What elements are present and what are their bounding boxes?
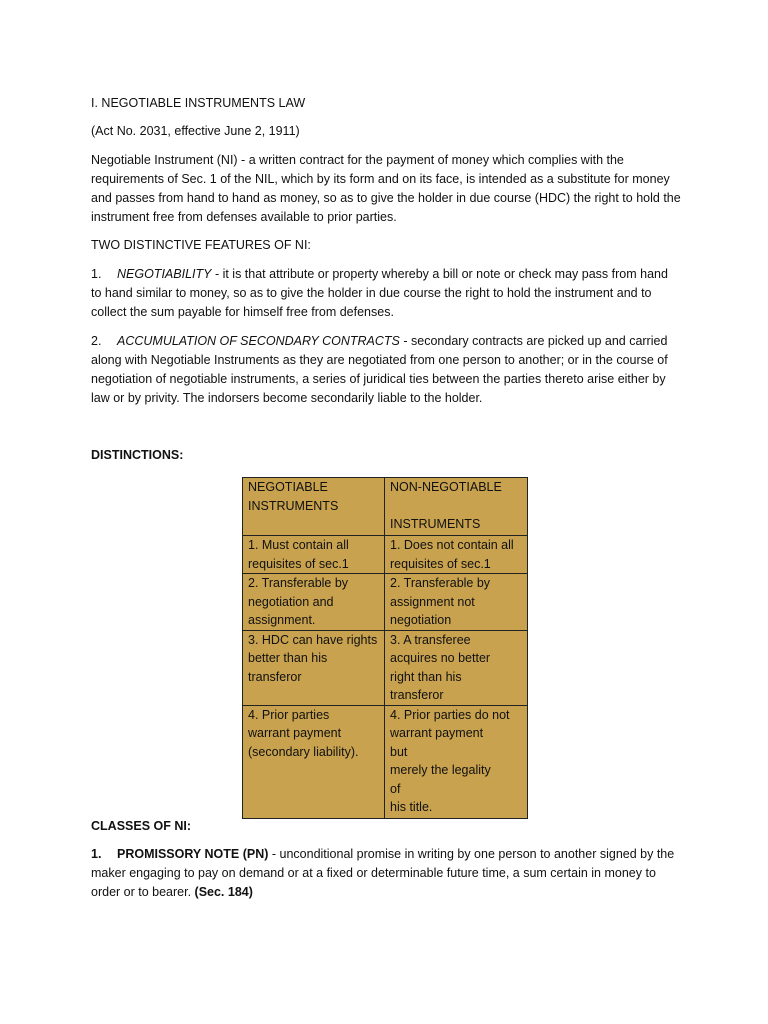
table-cell: 4. Prior parties do not warrant payment but merely the legality of his title. [385,705,528,818]
table-cell: 1. Does not contain all requisites of sec.1 [385,536,528,574]
feature-term: ACCUMULATION OF SECONDARY CONTRACTS [117,334,400,348]
feature-text: - secondary contracts are picked up and carried along with Negotiable Instruments as they are negotiated from one person to another; or in the course of negotiation of negotiable instruments, a series of juridical ties between the parties thereto arise either by law or by privity. The indorsers become secondarily liable to the holder. [91,334,668,405]
table-row [243,630,528,705]
table-cell: 3. A transferee acquires no better right than his transferor [385,630,528,705]
class-term: PROMISSORY NOTE (PN) [117,847,269,861]
table-cell: 2. Transferable by negotiation and assignment. [243,574,385,631]
table-header-row [243,478,528,536]
table-header-cell: NON-NEGOTIABLE INSTRUMENTS [385,478,528,536]
distinctions-title: DISTINCTIONS: [91,448,184,462]
classes-title: CLASSES OF NI: [91,819,192,833]
class-text: - unconditional promise in writing by one person to another signed by the maker engaging to pay on demand or at a fixed or determinable future time, a sum certain in money to order or to bearer. [91,847,675,899]
feature-number: 1. [91,267,102,281]
class-number: 1. [91,847,102,861]
table-cell: 2. Transferable by assignment not negotiation [385,574,528,631]
table-cell: 3. HDC can have rights better than his transferor [243,630,385,705]
class-section-ref: (Sec. 184) [194,885,253,899]
definition-paragraph: Negotiable Instrument (NI) - a written contract for the payment of money which complies with the requirements of Sec. 1 of the NIL, which by its form and on its face, is intended as a substitute for money and passes from hand to hand as money, so as to give the holder in due course (HDC) the right to hold the instrument free from defenses available to prior parties. [91,153,681,224]
features-title: TWO DISTINCTIVE FEATURES OF NI: [91,238,311,252]
distinctions-table [242,477,528,819]
table-cell: 1. Must contain all requisites of sec.1 [243,536,385,574]
act-reference: (Act No. 2031, effective June 2, 1911) [91,124,300,138]
feature-number: 2. [91,334,102,348]
feature-item-1 [91,265,681,322]
class-item-1 [91,845,681,902]
table-row [243,705,528,818]
table-row [243,536,528,574]
document-heading: I. NEGOTIABLE INSTRUMENTS LAW [91,96,306,110]
feature-text: - it is that attribute or property whereby a bill or note or check may pass from hand to hand similar to money, so as to give the holder in due course the right to hold the instrument and to collect the sum payable for himself free from defenses. [91,267,668,319]
feature-item-2 [91,332,681,408]
feature-term: NEGOTIABILITY [117,267,212,281]
table-cell: 4. Prior parties warrant payment (secondary liability). [243,705,385,818]
table-header-cell: NEGOTIABLE INSTRUMENTS [243,478,385,536]
table-row [243,574,528,631]
